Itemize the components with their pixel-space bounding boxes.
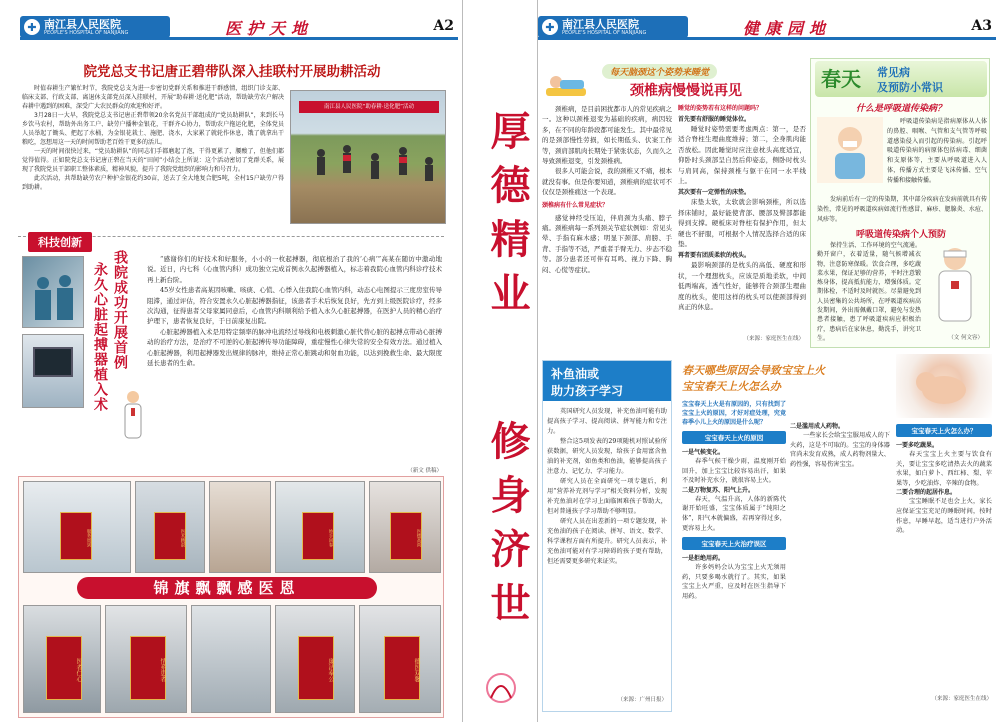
baby-column-1 — [682, 400, 786, 602]
spring-header — [815, 61, 987, 97]
right-page — [538, 0, 1000, 722]
neck-column-2 — [678, 104, 806, 313]
flag-photo — [275, 481, 365, 573]
page-number: A2 — [433, 18, 454, 34]
left-page-banner — [20, 14, 458, 40]
baby-paragraph: 春天，气温升高，人体的新陈代谢开始旺盛，宝宝体质属于“纯阳之体”，阳气本就偏盛，若再穿得过多，更容易上火。 — [682, 495, 786, 532]
baby-question: 宝宝春天上火治疗误区 — [682, 537, 786, 550]
spring-paragraph: 发病前后有一定的传染期，其中部分疾病在发病前就具有传染性，常见的呼吸道疾病如流行性感冒、麻疹、腮腺炎、水痘、风疹等。 — [817, 196, 987, 223]
baby-paragraph: 一些家长会给宝宝服用成人的下火药，这是不可取的。宝宝的身体器官尚未发育成熟，成人药物剂量大、药性强，容易伤害宝宝。 — [790, 432, 890, 468]
spring-p2-wrap — [817, 195, 987, 224]
hospital-name: 南江县人民医院 — [44, 17, 121, 31]
baby-graphic — [896, 354, 992, 418]
baby-paragraph: 许多妈妈会认为宝宝上火无须用药，只要多喝水就行了。其实，如果宝宝上火严重，应及时在医生指导下用药。 — [682, 564, 786, 600]
spring-paragraph: 保持生活、工作环境的空气流通。勤开窗户，衣着适量，随气候增减衣物，注意防寒保暖。饮食合理，多吃蔬菜水果，保证足够的营养，平时注意锻炼身体，提高抵抗能力，增强体质。定期体检，不适时及时就医。尽量避免到人员密集的公共场所，在呼吸道疾病高发期间，外出需佩戴口罩，避免与发热患者接触，患了呼吸道疾病应积极治疗，患病后在家休息，勤洗手，讲究卫生。 — [817, 242, 921, 342]
spring-title-sub1: 常见病 — [877, 66, 910, 79]
right-page-banner — [538, 14, 996, 40]
hospital-name-en: PEOPLE'S HOSPITAL OF NANJIANG — [562, 29, 647, 36]
neck-paragraph: 睡觉时姿势需要考虑两点：第一，是否适合脊柱生理曲度维持；第二，全身肌肉能否放松。因此睡觉时应注意枕头高度适宜，仰卧时头颈部呈自然后仰姿态，侧卧时枕头与肩同高，保持颈椎与躯干在同一水平线上。 — [678, 125, 806, 186]
neck-header — [542, 62, 806, 100]
fish-oil-paragraph: 研究人员在全面研究一项专题后，利用“营养补充剂与学习”相关资料分析，发现补充鱼油对在学习上面临困难孩子帮助大，但对普通孩子学习帮助不够明显。 — [547, 478, 667, 515]
lead-paragraph: 时值春耕生产繁忙时节，我院党总支为进一步密切党群关系和推进干群感情，组织门诊支部、临床支部、行政支部、离退休支部党员深入挂联村，开展“助春耕·送化肥”活动，帮助缺劳农户解决春耕中遇到的困难，深受广大农民群众的欢迎和好评。 — [22, 85, 284, 110]
left-page — [0, 0, 462, 722]
baby-photo — [896, 354, 992, 418]
spring-p1-wrap — [887, 117, 987, 186]
baby-subheading: 一是拒绝用药。 — [682, 555, 725, 563]
flag-photo — [23, 481, 131, 573]
spring-p3-wrap — [817, 241, 921, 343]
hospital-logo — [20, 16, 170, 38]
tech-vertical-title-1: 我院成功开展首例 — [112, 250, 128, 370]
sleeping-person-icon — [544, 64, 588, 100]
hospital-name: 南江县人民医院 — [562, 17, 639, 31]
baby-column-2 — [790, 422, 890, 469]
flag-photo — [23, 605, 101, 713]
section-title: 健康园地 — [743, 19, 832, 38]
neck-question: 睡觉的姿势若有这样的问题吗？ — [678, 105, 763, 112]
photo-caption-banner: 南江县人民医院“助春耕·送化肥”活动 — [299, 101, 439, 113]
neck-paragraph: 颈椎病，是目前困扰都市人的常见疾病之一。这种以颈椎退变为基础的疾病，病因较多，在不同的年龄段都可能发生。其中最常见的是颈部慢性劳损，如长期低头、伏案工作等，颈肩部肌肉长期处于紧张状态，久而久之导致颈椎退变，引发颈椎病。 — [542, 105, 672, 166]
monitor-photo — [22, 334, 84, 408]
hospital-emblem-icon: ✚ — [542, 19, 558, 35]
baby-title-2: 宝宝春天上火怎么办 — [682, 380, 781, 393]
fish-oil-paragraph: 整合这5项发表的29项随机对照试验所获数据，研究人员发现，给孩子食用富含鱼油的补充剂，如鱼类和鱼油，能够提高孩子注意力、记忆力、学习能力。 — [547, 438, 667, 475]
neck-paragraph: 最影响颈部的是枕头的高低、硬度和形状，一个理想枕头，应该是质地柔软，中间低两端高，透气性好，能够符合颈部生理曲度的枕头，使用这样的枕头可以使颈部得到真正的休息。 — [678, 261, 806, 312]
banner-flag: 医者仁心 — [46, 636, 82, 700]
lead-paragraph: 此次活动，共帮助缺劳农户种护金银花约30亩，送去了全大地复合肥5吨，全村15户缺劳户得到助耕。 — [22, 175, 284, 191]
spring-title-main: 春天 — [821, 67, 861, 91]
lead-paragraph: 一天的时间很快过来，“党员助耕队”的同志们手都磨起了泡，干得更累了，腰酸了，但他们都觉得值得。正如院党总支书记唐正碧在当天的“田间”小结会上所说：这个活动密切了党群关系，展现了我院党员干部职工整体素质，精神风貌，提升了我院党组织的影响力和号召力。 — [22, 148, 284, 173]
fish-oil-text — [547, 407, 667, 567]
surgery-photo — [22, 256, 84, 328]
spine-column — [462, 0, 538, 722]
headline: 院党总支书记唐正碧带队深入挂联村开展助耕活动 — [83, 64, 381, 80]
fish-oil-header — [543, 361, 671, 401]
spring-title-sub2: 及预防小常识 — [877, 81, 943, 94]
flag-photo — [105, 605, 187, 713]
neck-subtitle: 每天脑颈这个姿势来睡觉 — [602, 64, 717, 79]
farm-activity-photo — [290, 90, 446, 224]
coughing-child-icon — [817, 117, 883, 183]
banner-flag: 妙手回春 — [302, 512, 334, 560]
neck-column-1 — [542, 104, 672, 275]
flag-photo — [359, 605, 441, 713]
tech-source: （新文 供稿） — [407, 468, 442, 474]
surgeons-graphic — [23, 257, 84, 328]
spring-disease-box — [810, 58, 990, 348]
banner-flag: 医术精湛 — [154, 512, 186, 560]
nurse-cartoon-icon — [925, 243, 985, 327]
fish-oil-paragraph: 研究人员在出差新的一项专题发现，补充鱼油的孩子在阅读、拼写、语文、数学、科学课程方面有所提升。研究人员表示，补充鱼油可能对有学习障碍的孩子更有帮助，但还需要更多研究来证实。 — [547, 518, 667, 565]
tech-paragraph: 心脏起搏器植入术是用特定频率的脉冲电流经过导线和电极刺激心脏代替心脏的起搏点带动心脏搏动的治疗方法，是治疗不可逆的心脏起搏传导功能障碍，重症慢性心律失常的安全有效方法。通过植入心脏起搏器，利用起搏器发出规律的脉冲，维持正常心脏跳动和射血功能，以达到挽救生命、最大限度延长患者的生命。 — [147, 327, 442, 368]
baby-subheading: 二是滥用成人药物。 — [790, 423, 845, 430]
fish-oil-source: （来源：广州日报） — [617, 697, 667, 703]
neck-subheading: 再者要有团质柔软的枕头。 — [678, 252, 751, 260]
flag-photo — [209, 481, 271, 573]
baby-subheading: 一是气候变化。 — [682, 449, 725, 456]
hospital-emblem-icon: ✚ — [24, 19, 40, 35]
page-number: A3 — [971, 18, 992, 34]
spring-source: （文 何文容） — [948, 335, 983, 341]
spine-motto-2: 修身济世 — [484, 420, 531, 636]
baby-subheading: 二要合理的起居作息。 — [896, 489, 957, 497]
fish-oil-paragraph: 英国研究人员发现，补充鱼油可能有助提高孩子学习、提高阅读、拼写能力和专注力。 — [547, 408, 667, 435]
flag-photo — [369, 481, 441, 573]
spring-paragraph: 呼吸道传染病是指病原体从人体的鼻腔、咽喉、气管和支气管等呼吸道感染侵入而引起的传染病。引起呼吸道传染病的病原体包括病毒、细菌和支原体等，主要从呼吸道进入人体，传播方式主要是飞沫传播、空气传播和接触传播。 — [887, 118, 987, 184]
baby-paragraph: 宝宝睡眠不足也会上火，家长应保证宝宝充足的睡眠时间，按时作息，早睡早起，适当进行户外活动。 — [896, 498, 992, 535]
banner-flag: 德医双馨 — [384, 636, 420, 700]
doctor-cartoon-icon — [122, 388, 144, 444]
baby-question: 宝宝春天上火的原因 — [682, 431, 786, 444]
neck-title: 颈椎病慢慢说再见 — [630, 83, 742, 99]
baby-subheading: 一要多吃蔬果。 — [896, 442, 939, 449]
neck-subheading: 首先要有舒服的睡觉体位。 — [678, 116, 751, 123]
fish-oil-title-2: 助力孩子学习 — [551, 384, 624, 398]
baby-column-3 — [896, 424, 992, 536]
baby-title-1: 春天哪些原因会导致宝宝上火 — [682, 364, 825, 377]
tech-section-tag: 科技创新 — [28, 232, 92, 252]
tech-article — [147, 254, 442, 368]
baby-subheading: 二是万物复苏、阳气上升。 — [682, 486, 755, 494]
neck-source: （来源：家庭医生在线） — [743, 336, 804, 342]
lead-article — [22, 84, 284, 192]
flag-photo — [191, 605, 271, 713]
banner-flag: 服务周到 — [60, 512, 92, 560]
neck-subheading: 其次要有一定弹性的床垫。 — [678, 189, 751, 197]
tech-paragraph: 45岁女性患者高某因咳嗽、咳痰、心慌、心悸入住我院心血管内科，动态心电图提示三度房室传导阻滞，通过评估，符合安置永久心脏起搏器指征，该患者手术后恢复良好，先方到上级医院诊疗，经多次沟通，征得患者父母家属同意后，心血管内科顺利给予植入永久心脏起搏器，在医护人员的精心治疗护理下，患者恢复良好，于日前康复出院。 — [147, 286, 442, 326]
banner-gallery — [18, 476, 444, 718]
neck-question: 颈椎病有什么常见症状？ — [542, 201, 609, 209]
baby-question: 宝宝春天上火怎么办？ — [896, 424, 992, 437]
baby-article — [678, 360, 996, 712]
banner-flag: 情系患者 — [130, 636, 166, 700]
spring-question-2: 呼吸道传染病个人预防 — [855, 230, 946, 240]
baby-paragraph: 春天宝宝上火主要与饮食有关，要让宝宝多吃清热去火的蔬菜水果，如白萝卜、西红柿、梨、苹果等，少吃油炸、辛辣的食物。 — [896, 451, 992, 487]
baby-paragraph: 春季气候干燥少雨，温度刚开始回升，加上宝宝比较容易出汗，如果不及时补充水分，就很容易上火。 — [682, 458, 786, 485]
banner-flag: 医德高尚 — [390, 512, 422, 560]
section-title: 医护天地 — [225, 19, 314, 38]
farm-figures-graphic — [291, 91, 446, 224]
baby-source: （来源：家庭医生在线） — [931, 696, 992, 702]
hospital-name-en: PEOPLE'S HOSPITAL OF NANJIANG — [44, 29, 129, 36]
spine-motto-1: 厚德精业 — [484, 110, 531, 326]
fish-oil-box — [542, 360, 672, 712]
fish-oil-title-1: 补鱼油或 — [551, 367, 600, 381]
neck-paragraph: 感觉神经受压迫，伴肩颈为头痛、脖子痛。颈椎病每一系列颈关节症状例如：常见头晕、手指有麻木感；明显下颈部、肩膀、手背、手指等不适，严重者手臂无力、步态不稳等。部分患者还可伴有耳鸣、视力下降、胸闷、心慌等症状。 — [542, 213, 672, 274]
flag-photo — [275, 605, 355, 713]
lead-paragraph: 3月28日一大早，我院党总支书记唐正碧带领20余名党员干部组成的“党员助耕队”，来到长马乡饮马农村，帮助外出务工户、缺劳户播种金银花，干群齐心协力，帮助农户拖运化肥，全体党员人员举起了锄头、把起了水桶，为金银花栽土、施肥、浇水，大家累了就轮作休息，饿了就拿出干粮吃，忽想用这一天的时间帮助老百姓干更多的活儿。 — [22, 112, 284, 146]
banner-gallery-title: 锦旗飘飘感医恩 — [77, 577, 377, 599]
tech-vertical-title-2: 永久心脏起搏器植入术 — [92, 262, 108, 412]
neck-paragraph: 床垫太软，太软就会影响颈椎，所以选择床铺时，最好能使背部、腰部及臀部都能得到支撑。硬板床对脊柱有保护作用，但太硬也不舒服，可根据个人情况选择合适的床垫。 — [678, 198, 806, 249]
neck-paragraph: 很多人可能会说，我的颈椎又不痛，根本就没有事。但是你要知道，颈椎病的症状可不仅仅是颈椎痛这一个表现。 — [542, 167, 672, 197]
baby-intro: 宝宝春天上火是有原因的，只有找到了宝宝上火的原因，才好对症处理，究竟春季小儿上火的原因是什么呢？ — [682, 401, 786, 426]
hospital-logo — [538, 16, 688, 38]
flag-photo — [135, 481, 205, 573]
decorative-flower-icon — [481, 668, 521, 708]
spring-question: 什么是呼吸道传染病？ — [855, 104, 946, 114]
tech-paragraph: “感谢你们的好技术和好服务，小小的一枚起搏器，彻底根治了我的‘心病’”高某在随访中激动地说。近日，内七科（心血管内科）成功独立完成首例永久起搏器植入，标志着我院心血管内科诊疗技术再上新台阶。 — [147, 255, 442, 284]
banner-flag: 廉洁奉公 — [298, 636, 334, 700]
